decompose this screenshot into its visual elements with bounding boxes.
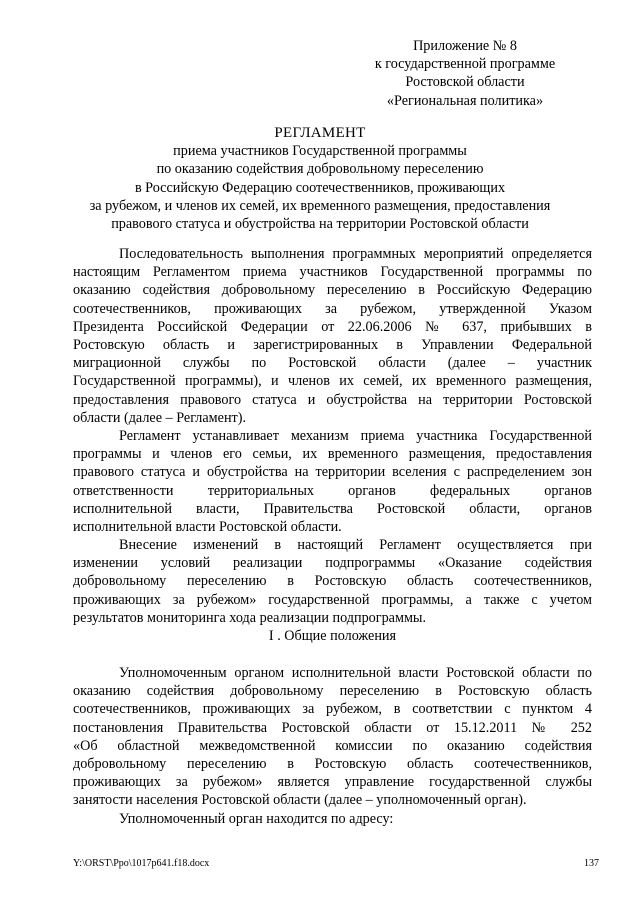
section1-paragraph-1 (73, 664, 592, 810)
text-line: миграционной службы по Ростовской области (далее – участник (73, 355, 592, 372)
section-heading: I . Общие положения (268, 628, 397, 644)
text-line: области (далее – Регламент). (73, 409, 247, 426)
text-line: программы и членов его семьи, их временного размещения, предоставления (73, 446, 592, 463)
file-path: Y:\ORST\Ppo\1017p641.f18.docx (73, 858, 210, 869)
appendix-line: Приложение № 8 (413, 38, 517, 54)
appendix-line: Ростовской области (405, 74, 525, 91)
document-title (60, 124, 580, 233)
text-line: изменении условий реализации подпрограммы «Оказание содействия (73, 555, 592, 572)
text-line: оказанию содействия добровольному переселению в Российскую Федерацию (73, 282, 592, 299)
text-line: проживающих за рубежом» государственной программы, а также с учетом (73, 591, 592, 608)
appendix-note (340, 37, 590, 110)
title-line: в Российскую Федерацию соотечественников, проживающих (134, 179, 506, 196)
text-line: добровольному переселению в Ростовскую область соотечественников, (73, 573, 592, 590)
text-line: Последовательность выполнения программных мероприятий определяется (119, 246, 592, 262)
intro-paragraph-2 (73, 427, 592, 536)
text-line: постановления Правительства Ростовской области от 15.12.2011 № 252 (73, 719, 592, 736)
text-line: исполнительной власти, Правительства Ростовской области, органов (73, 500, 592, 517)
text-line: Внесение изменений в настоящий Регламент осуществляется при (119, 537, 592, 553)
appendix-line: «Региональная политика» (386, 92, 544, 109)
page-number: 137 (584, 858, 599, 869)
text-line: Регламент устанавливает механизм приема участника Государственной (119, 428, 592, 444)
text-line: ответственности территориальных органов федеральных органов (73, 482, 592, 499)
text-line: соотечественников, проживающих за рубежом, в соответствии с пунктом 4 (73, 701, 592, 718)
text-line: проживающих за рубежом» является управление государственной службы (73, 774, 592, 791)
title-heading: РЕГЛАМЕНТ (274, 125, 366, 141)
text-line: предоставления правового статуса и обустройства на территории Ростовской (73, 391, 592, 408)
title-line: приема участников Государственной программы (173, 143, 467, 160)
text-line: Уполномоченный орган находится по адресу: (119, 811, 394, 827)
text-line: «Об областной межведомственной комиссии по оказанию содействия (73, 737, 592, 754)
text-line: исполнительной власти Ростовской области. (73, 518, 342, 535)
section1-paragraph-2 (73, 810, 592, 828)
text-line: результатов мониторинга хода реализации подпрограммы. (73, 609, 427, 626)
text-line: Ростовскую область и зарегистрированных в Управлении Федеральной (73, 336, 592, 353)
text-line: Государственной программы), и членов их семей, их временного размещения, (73, 373, 592, 390)
intro-paragraph-1 (73, 245, 592, 427)
text-line: соотечественников, проживающих за рубежом, утвержденной Указом (73, 300, 592, 317)
appendix-line: к государственной программе (374, 56, 556, 73)
text-line: Уполномоченным органом исполнительной власти Ростовской области по (119, 665, 592, 681)
text-line: оказанию содействия добровольному переселению в Ростовскую область (73, 683, 592, 700)
title-line: за рубежом, и членов их семей, их временного размещения, предоставления (89, 197, 551, 214)
text-line: занятости населения Ростовской области (далее – уполномоченный орган). (73, 792, 527, 809)
title-line: по оказанию содействия добровольному переселению (156, 161, 484, 178)
text-line: Президента Российской Федерации от 22.06.2006 № 637, прибывших в (73, 318, 592, 335)
title-line: правового статуса и обустройства на территории Ростовской области (111, 216, 529, 233)
intro-paragraph-3 (73, 536, 592, 627)
text-line: настоящим Регламентом приема участников Государственной программы по (73, 264, 592, 281)
text-line: добровольному переселению в Ростовскую область соотечественников, (73, 755, 592, 772)
text-line: правового статуса и обустройства на территории вселения с распределением зон (73, 464, 592, 481)
